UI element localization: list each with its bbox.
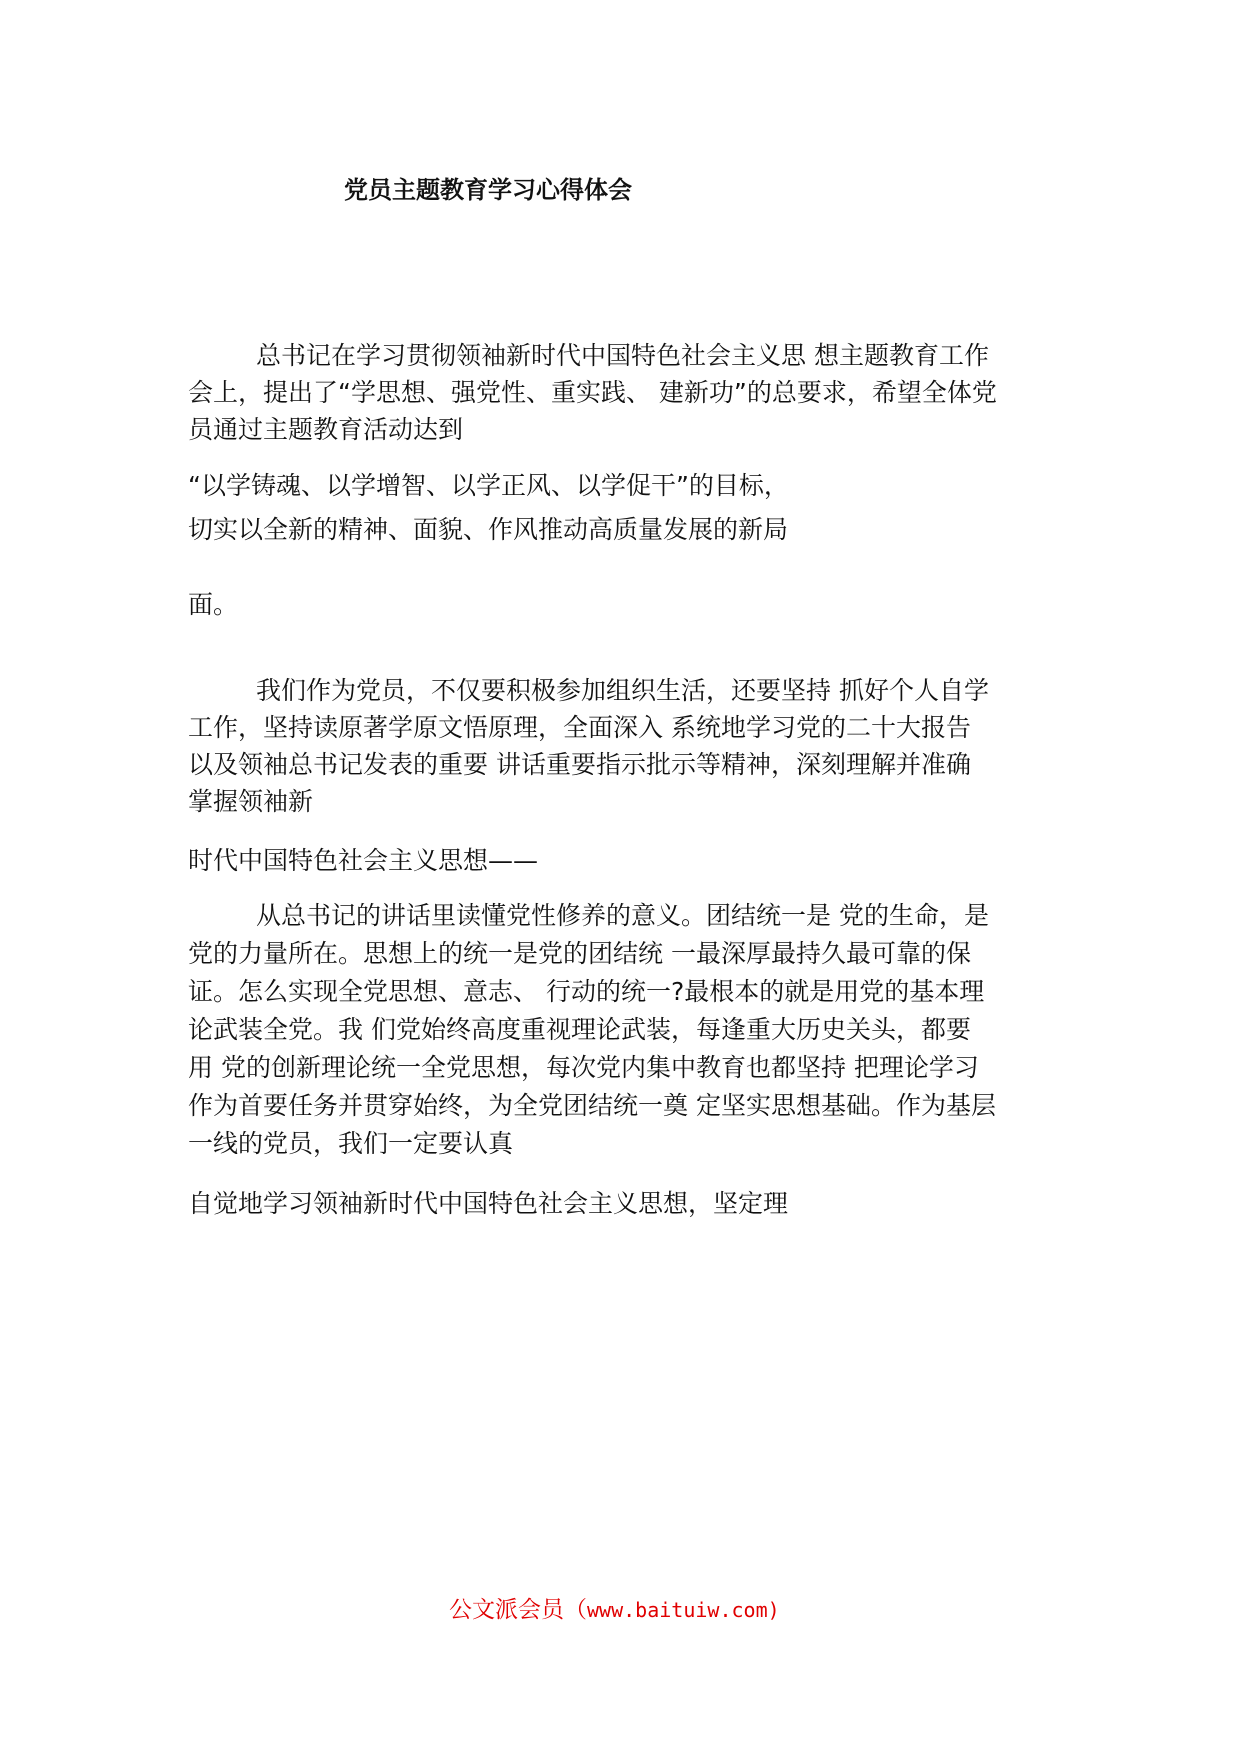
paragraph-3: 面。 [188,590,239,619]
paragraph-1-line-3: 员通过主题教育活动达到 [188,415,464,444]
paragraph-6-line-3: 证。怎么实现全党思想、意志、 行动的统一?最根本的就是用党的基本理 [188,977,985,1006]
footer-label: 公文派会员（ [449,1597,587,1623]
paragraph-4-line-1: 我们作为党员，不仅要积极参加组织生活，还要坚持 抓好个人自学 [256,676,989,705]
paragraph-5: 时代中国特色社会主义思想—— [188,846,539,875]
paragraph-2-line-2: 切实以全新的精神、面貌、作风推动高质量发展的新局 [188,515,789,544]
document-title: 党员主题教育学习心得体会 [344,176,632,204]
paragraph-6-line-5: 用 党的创新理论统一全党思想，每次党内集中教育也都坚持 把理论学习 [188,1053,979,1082]
paragraph-1-line-2: 会上，提出了“学思想、强党性、重实践、 建新功”的总要求，希望全体党 [188,378,997,407]
paragraph-2-line-1: “以学铸魂、以学增智、以学正风、以学促干”的目标， [188,471,789,500]
paragraph-1-line-1: 总书记在学习贯彻领袖新时代中国特色社会主义思 想主题教育工作 [256,341,989,370]
paragraph-7: 自觉地学习领袖新时代中国特色社会主义思想，坚定理 [188,1189,789,1218]
paragraph-6-line-7: 一线的党员，我们一定要认真 [188,1129,514,1158]
paragraph-6-line-6: 作为首要任务并贯穿始终，为全党团结统一奠 定坚实思想基础。作为基层 [188,1091,996,1120]
paragraph-4-line-4: 掌握领袖新 [188,787,314,816]
paragraph-4-line-3: 以及领袖总书记发表的重要 讲话重要指示批示等精神，深刻理解并准确 [188,750,971,779]
paragraph-6-line-4: 论武装全党。我 们党始终高度重视理论武装，每逢重大历史关头，都要 [188,1015,971,1044]
paragraph-6-line-2: 党的力量所在。思想上的统一是党的团结统 一最深厚最持久最可靠的保 [188,939,971,968]
paragraph-4-line-2: 工作，坚持读原著学原文悟原理，全面深入 系统地学习党的二十大报告 [188,713,971,742]
footer-watermark [449,1591,780,1624]
paragraph-6-line-1: 从总书记的讲话里读懂党性修养的意义。团结统一是 党的生命，是 [256,901,989,930]
footer-url: www.baituiw.com) [587,1598,780,1622]
